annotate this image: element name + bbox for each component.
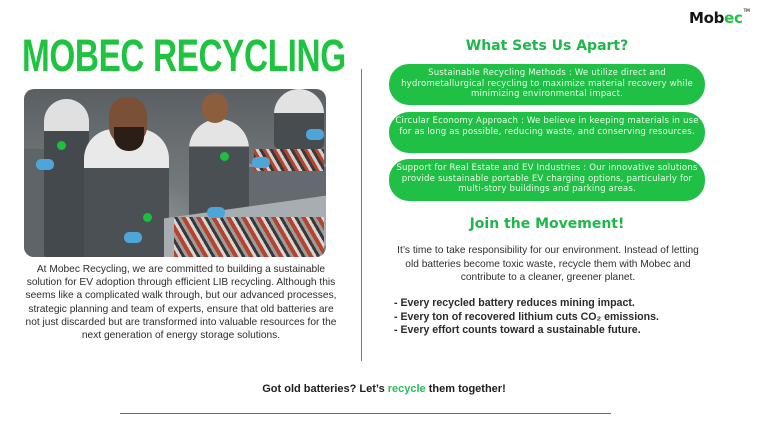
join-paragraph: It’s time to take responsibility for our environment. Instead of letting old batteries become toxic waste, recycle them with Mobec and contribute to a cleaner, greener planet. — [397, 245, 699, 284]
apron-logo-icon — [220, 152, 229, 161]
call-to-action — [0, 383, 768, 395]
apron-logo-icon — [57, 141, 66, 150]
benefit-item: - Every recycled battery reduces mining impact. — [394, 297, 635, 309]
cta-text-after: them together! — [425, 383, 506, 395]
feature-card-sustainable-methods: Sustainable Recycling Methods : We utilize direct and hydrometallurgical recycling to maximize material recovery while minimizing environmental impact. — [389, 64, 705, 105]
benefits-list — [394, 297, 694, 338]
section-heading-join: Join the Movement! — [469, 216, 625, 232]
blue-glove-icon — [124, 232, 142, 243]
battery-recycling-photo — [24, 89, 326, 257]
worker-head — [202, 93, 228, 123]
logo-text-green: ec — [724, 9, 743, 27]
blue-glove-icon — [207, 207, 225, 218]
page-title: MOBEC RECYCLING — [22, 30, 346, 81]
battery-pile — [174, 217, 324, 257]
blue-glove-icon — [36, 159, 54, 170]
benefit-item: - Every ton of recovered lithium cuts CO₂ emissions. — [394, 310, 659, 323]
worker-figure — [274, 89, 324, 149]
blue-glove-icon — [252, 157, 270, 168]
mobec-logo — [689, 9, 750, 27]
section-heading-apart: What Sets Us Apart? — [465, 38, 629, 54]
worker-figure — [44, 99, 89, 257]
vertical-divider — [361, 69, 362, 361]
blue-glove-icon — [306, 129, 324, 140]
trademark-mark: TM — [743, 8, 750, 13]
feature-card-real-estate-ev: Support for Real Estate and EV Industries : Our innovative solutions provide sustainable portable EV charging options, particularly for multi-story buildings and parking areas. — [389, 159, 705, 201]
intro-paragraph: At Mobec Recycling, we are committed to building a sustainable solution for EV adoption through efficient LIB recycling. Although this seems like a complicated walk through, but our advanced processes, strategic planning and team of experts, ensure that old batteries are not just discarded but are transformed into valuable resources for the next generation of energy storage solutions. — [25, 264, 337, 342]
logo-text-dark: Mob — [689, 9, 725, 27]
benefit-item: - Every effort counts toward a sustainable future. — [394, 324, 641, 336]
feature-card-circular-economy: Circular Economy Approach : We believe in keeping materials in use for as long as possible, reducing waste, and conserving resources. — [389, 112, 705, 153]
cta-text-before: Got old batteries? Let’s — [262, 383, 388, 395]
apron-logo-icon — [143, 213, 152, 222]
cta-accent-word: recycle — [387, 383, 426, 395]
horizontal-divider — [120, 413, 611, 414]
